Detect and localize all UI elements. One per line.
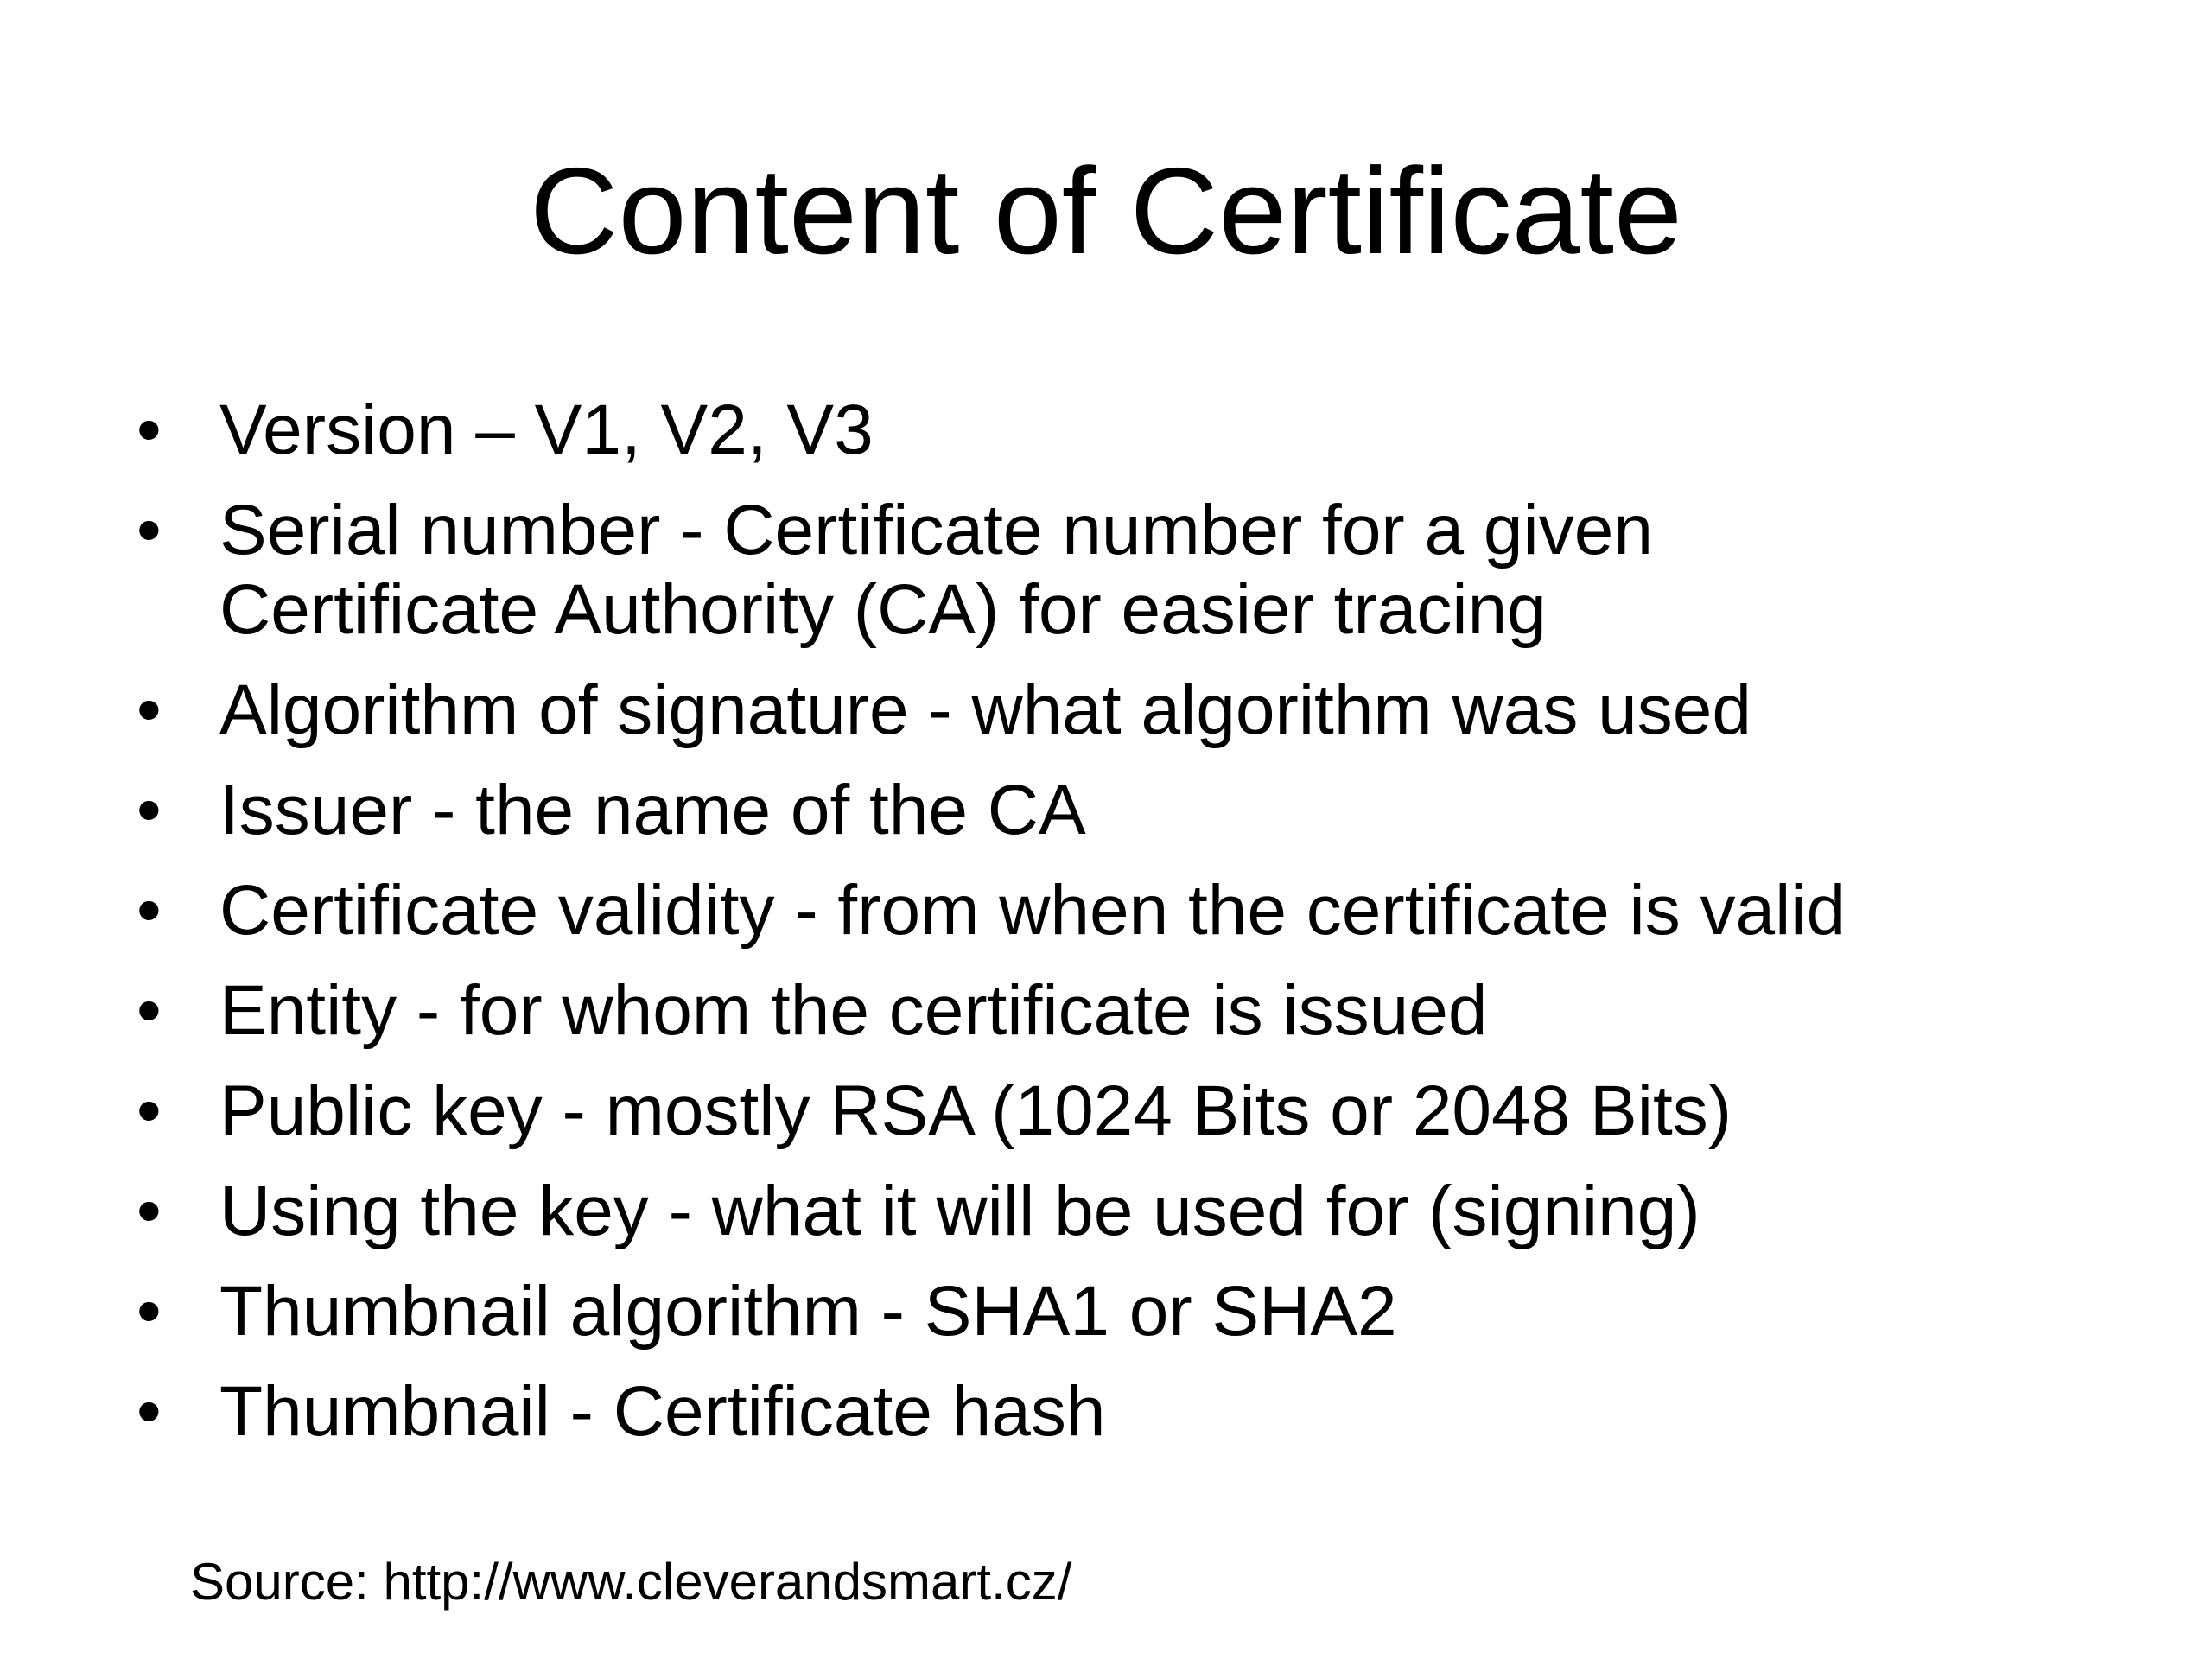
bullet-text: Thumbnail algorithm - SHA1 or SHA2: [219, 1272, 1397, 1351]
bullet-item-thumbnail: [130, 1372, 2117, 1452]
source-citation: Source: http://www.cleverandsmart.cz/: [190, 1553, 1072, 1611]
bullet-dot-icon: •: [137, 1071, 162, 1150]
bullet-dot-icon: •: [137, 871, 162, 950]
bullet-list: [130, 391, 2117, 1472]
bullet-text: Algorithm of signature - what algorithm was used: [219, 671, 1751, 749]
bullet-text: Public key - mostly RSA (1024 Bits or 2048 Bits): [219, 1071, 1732, 1150]
bullet-item-serial-number: [130, 491, 2117, 650]
bullet-item-public-key: [130, 1071, 2117, 1151]
slide-title: Content of Certificate: [530, 143, 1682, 280]
bullet-text: Using the key - what it will be used for (signing): [219, 1172, 1700, 1250]
bullet-text: Entity - for whom the certificate is issued: [219, 971, 1488, 1050]
bullet-dot-icon: •: [137, 1172, 162, 1250]
bullet-item-certificate-validity: [130, 871, 2117, 950]
bullet-dot-icon: •: [137, 1272, 162, 1351]
bullet-dot-icon: •: [137, 391, 162, 469]
bullet-item-entity: [130, 971, 2117, 1051]
bullet-item-algorithm-of-signature: [130, 671, 2117, 750]
bullet-dot-icon: •: [137, 1372, 162, 1451]
bullet-dot-icon: •: [137, 771, 162, 849]
bullet-text: Issuer - the name of the CA: [219, 771, 1086, 849]
bullet-dot-icon: •: [137, 491, 162, 569]
bullet-dot-icon: •: [137, 671, 162, 749]
bullet-item-using-the-key: [130, 1172, 2117, 1251]
bullet-item-thumbnail-algorithm: [130, 1272, 2117, 1351]
bullet-text: Serial number - Certificate number for a given Certificate Authority (CA) for easier tracing: [219, 491, 1653, 649]
bullet-item-issuer: [130, 771, 2117, 850]
bullet-text: Thumbnail - Certificate hash: [219, 1372, 1106, 1451]
bullet-dot-icon: •: [137, 971, 162, 1050]
bullet-text: Certificate validity - from when the certificate is valid: [219, 871, 1847, 950]
bullet-item-version: [130, 391, 2117, 470]
bullet-text: Version – V1, V2, V3: [219, 391, 874, 469]
